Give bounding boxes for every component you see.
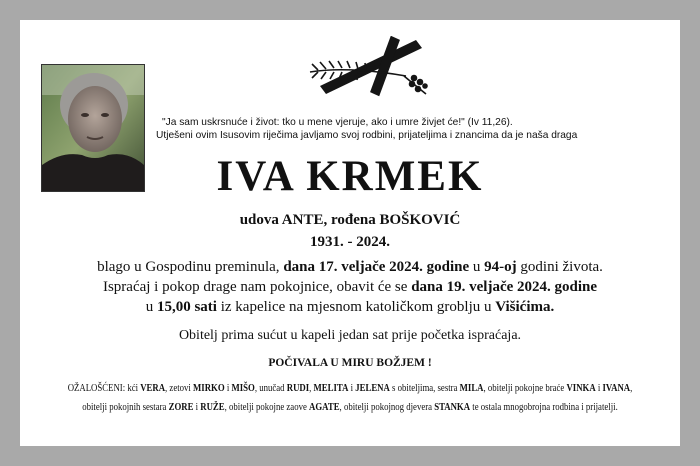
quote-line-2: Utješeni ovim Isusovim riječima javljamo svoj rodbini, prijateljima i znancima da je naša draga xyxy=(156,129,578,141)
text-segment: te ostala mnogobrojna rodbina i prijatelji. xyxy=(470,402,618,413)
obituary-notice xyxy=(20,20,680,446)
text-segment: i xyxy=(348,383,356,394)
text-segment: obitelji pokojnih sestara xyxy=(82,402,169,413)
text-segment: , zetovi xyxy=(165,383,194,394)
mourner-name: STANKA xyxy=(434,402,471,413)
mourner-name: RUDI xyxy=(286,383,310,394)
text-segment: , unučad xyxy=(254,383,287,394)
quote-line-1: "Ja sam uskrsnuće i život: tko u mene vjeruje, ako i umre živjet će!" (Iv 11,26). xyxy=(162,117,513,128)
mourners-line-1 xyxy=(66,383,634,394)
funeral-place: Višićima. xyxy=(495,299,555,315)
funeral-date-paragraph xyxy=(20,278,680,296)
mourner-name: RUŽE xyxy=(200,402,225,413)
text-segment: i xyxy=(193,402,201,413)
mourner-name: MELITA xyxy=(313,383,349,394)
text-segment: , xyxy=(309,383,314,394)
text-segment: , obitelji pokojne braće xyxy=(483,383,567,394)
text-segment: , xyxy=(630,383,633,394)
text-segment: s obiteljima, sestra xyxy=(389,383,460,394)
mourners-line-2 xyxy=(66,402,634,413)
text-segment: Ispraćaj i pokop drage nam pokojnice, obavit će se xyxy=(102,279,412,295)
text-segment: OŽALOŠĆENI: kći xyxy=(67,383,141,394)
cross-with-palm-branch-icon xyxy=(308,36,438,100)
text-segment: i xyxy=(224,383,232,394)
mourner-name: AGATE xyxy=(309,402,340,413)
mourner-name: MIRKO xyxy=(193,383,225,394)
deceased-name: IVA KRMEK xyxy=(216,153,484,200)
mourner-name: VINKA xyxy=(566,383,596,394)
funeral-time-place-paragraph xyxy=(20,298,680,316)
text-segment: , obitelji pokojnog djevera xyxy=(339,402,435,413)
death-date: dana 17. veljače 2024. godine xyxy=(283,259,470,275)
mourner-name: JELENA xyxy=(355,383,390,394)
text-segment: godini života. xyxy=(516,259,603,275)
text-segment: blago u Gospodinu preminula, xyxy=(97,259,284,275)
scripture-quote xyxy=(156,117,672,142)
funeral-time: 15,00 sati xyxy=(156,299,217,315)
mourner-name: VERA xyxy=(140,383,166,394)
text-segment: u xyxy=(145,299,157,315)
mourner-name: MILA xyxy=(459,383,484,394)
condolence-note: Obitelj prima sućut u kapeli jedan sat prije početka ispraćaja. xyxy=(178,328,522,343)
text-segment: i xyxy=(595,383,603,394)
rest-in-peace-line: POČIVALA U MIRU BOŽJEM ! xyxy=(268,357,432,369)
death-date-paragraph xyxy=(20,258,680,276)
spouse-maiden-name: udova ANTE, rođena BOŠKOVIĆ xyxy=(239,212,461,228)
mourner-name: MIŠO xyxy=(231,383,255,394)
mourner-name: ZORE xyxy=(168,402,194,413)
mourner-name: IVANA xyxy=(602,383,631,394)
text-segment: iz kapelice na mjesnom katoličkom groblju u xyxy=(216,299,496,315)
funeral-date: dana 19. veljače 2024. godine xyxy=(411,279,598,295)
life-years: 1931. - 2024. xyxy=(310,234,390,250)
age: 94-oj xyxy=(484,259,517,275)
text-segment: , obitelji pokojne zaove xyxy=(224,402,310,413)
text-segment: u xyxy=(469,259,485,275)
